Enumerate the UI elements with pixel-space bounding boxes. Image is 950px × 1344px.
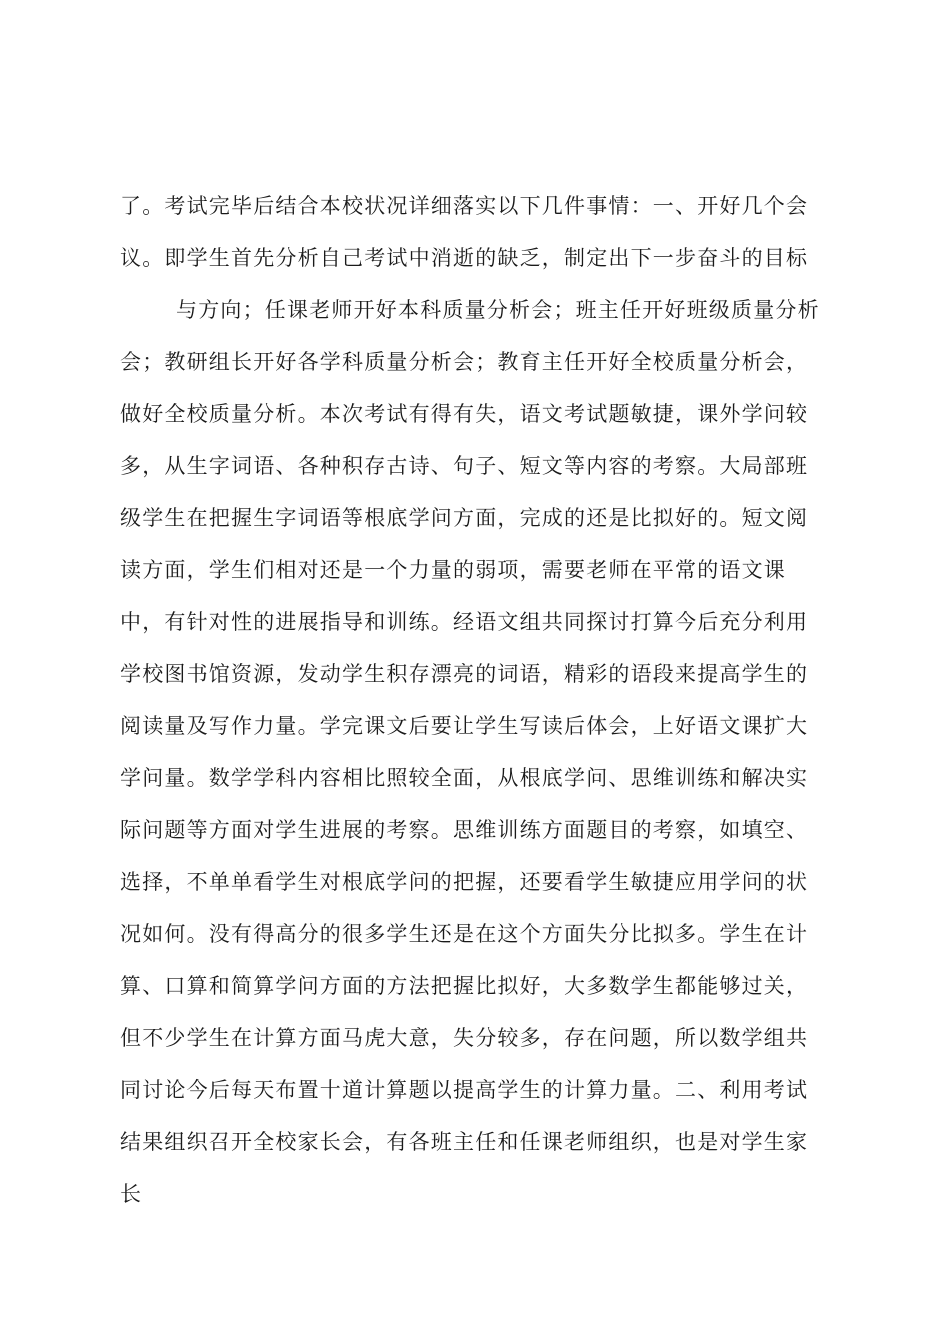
- text-line: 但不少学生在计算方面马虎大意，失分较多，存在问题，所以数学组共: [120, 1026, 809, 1050]
- text-line: 做好全校质量分析。本次考试有得有失，语文考试题敏捷，课外学问较: [120, 402, 809, 426]
- text-line: 级学生在把握生字词语等根底学问方面，完成的还是比拟好的。短文阅: [120, 506, 809, 530]
- text-line: 了。考试完毕后结合本校状况详细落实以下几件事情：一、开好几个会: [120, 194, 809, 218]
- text-line: 选择，不单单看学生对根底学问的把握，还要看学生敏捷应用学问的状: [120, 870, 809, 894]
- text-line: 长: [120, 1182, 143, 1206]
- text-line: 况如何。没有得高分的很多学生还是在这个方面失分比拟多。学生在计: [120, 922, 809, 946]
- text-line: 结果组织召开全校家长会，有各班主任和任课老师组织，也是对学生家: [120, 1130, 809, 1154]
- text-line: 议。即学生首先分析自己考试中消逝的缺乏，制定出下一步奋斗的目标: [120, 246, 809, 270]
- text-line: 读方面，学生们相对还是一个力量的弱项，需要老师在平常的语文课: [120, 558, 786, 582]
- text-line: 算、口算和简算学问方面的方法把握比拟好，大多数学生都能够过关，: [120, 974, 809, 998]
- text-line: 同讨论今后每天布置十道计算题以提高学生的计算力量。二、利用考试: [120, 1078, 809, 1102]
- text-line: 中，有针对性的进展指导和训练。经语文组共同探讨打算今后充分利用: [120, 610, 809, 634]
- text-line: 学校图书馆资源，发动学生积存漂亮的词语，精彩的语段来提高学生的: [120, 662, 809, 686]
- text-line: 阅读量及写作力量。学完课文后要让学生写读后体会，上好语文课扩大: [120, 714, 809, 738]
- text-line: 多，从生字词语、各种积存古诗、句子、短文等内容的考察。大局部班: [120, 454, 809, 478]
- text-line: 会；教研组长开好各学科质量分析会；教育主任开好全校质量分析会，: [120, 350, 809, 374]
- text-line: 与方向；任课老师开好本科质量分析会；班主任开好班级质量分析: [176, 298, 820, 322]
- text-line: 学问量。数学学科内容相比照较全面，从根底学问、思维训练和解决实: [120, 766, 809, 790]
- text-line: 际问题等方面对学生进展的考察。思维训练方面题目的考察，如填空、: [120, 818, 809, 842]
